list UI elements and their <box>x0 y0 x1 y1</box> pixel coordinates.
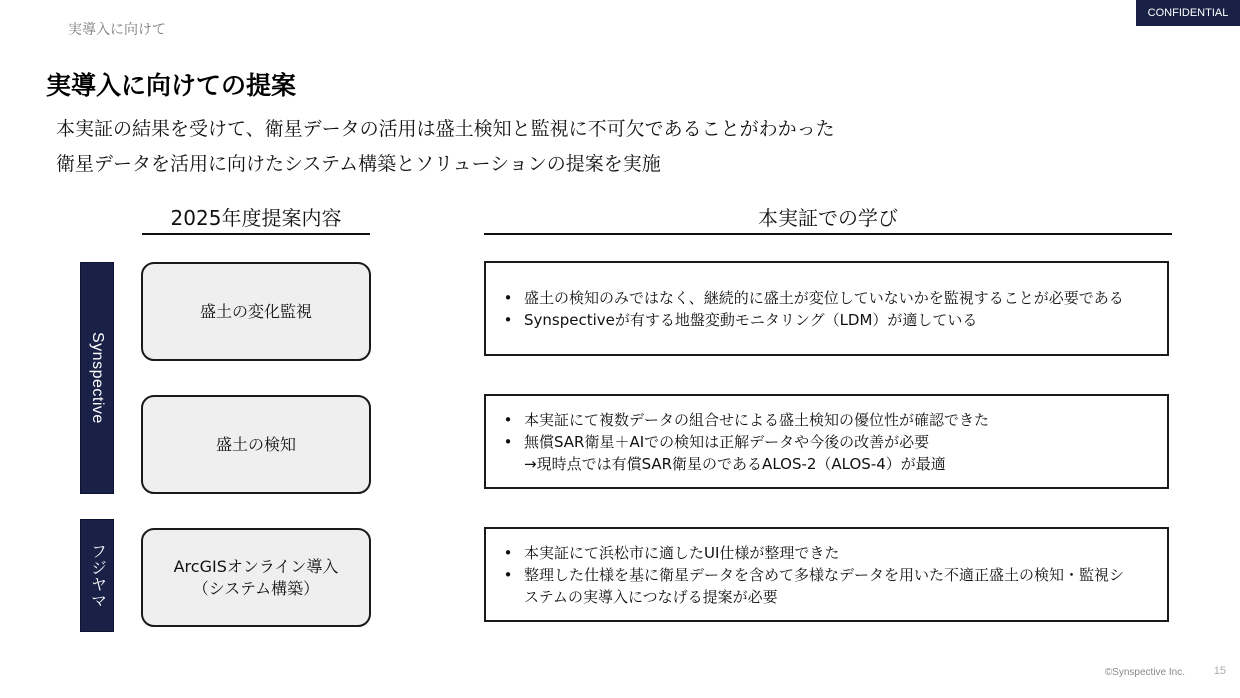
bullet: • <box>503 310 513 329</box>
group-label-synspective-text: Synspective <box>89 332 106 424</box>
learning-item-continuation <box>492 453 1159 475</box>
page-number: 15 <box>1213 665 1226 677</box>
bullet <box>492 453 524 475</box>
group-label-synspective <box>80 262 114 494</box>
learning-item <box>492 287 1159 309</box>
learning-text: ステムの実導入につなげる提案が必要 <box>524 587 778 606</box>
learning-box-detection <box>484 394 1169 489</box>
learning-item <box>492 409 1159 431</box>
bullet: • <box>503 432 513 451</box>
lead-line-1: 本実証の結果を受けて、衛星データの活用は盛土検知と監視に不可欠であることがわかった <box>56 118 835 140</box>
bullet: • <box>503 410 513 429</box>
proposal-label: 盛土の変化監視 <box>199 301 312 321</box>
breadcrumb: 実導入に向けて <box>68 22 166 38</box>
proposal-sublabel: （システム構築） <box>192 578 320 598</box>
learning-text: 盛土の検知のみではなく、継続的に盛土が変位していないかを監視することが必要である <box>524 288 1124 307</box>
learning-item <box>492 564 1159 586</box>
proposal-arcgis <box>141 528 371 627</box>
bullet: • <box>503 543 513 562</box>
learning-text: →現時点では有償SAR衛星のであるALOS-2（ALOS-4）が最適 <box>524 454 946 473</box>
lead-line-2: 衛星データを活用に向けたシステム構築とソリューションの提案を実施 <box>56 153 661 175</box>
learning-item <box>492 542 1159 564</box>
copyright: ©Synspective Inc. <box>1104 667 1185 678</box>
group-label-fujiyama <box>80 519 114 632</box>
proposal-label: 盛土の検知 <box>215 434 296 454</box>
learning-text: 本実証にて浜松市に適したUI仕様が整理できた <box>524 543 840 562</box>
proposal-label: ArcGISオンライン導入 <box>173 556 339 576</box>
learning-text: 本実証にて複数データの組合せによる盛土検知の優位性が確認できた <box>524 410 990 429</box>
learning-item <box>492 309 1159 331</box>
learning-text: 無償SAR衛星＋AIでの検知は正解データや今後の改善が必要 <box>524 432 930 451</box>
group-label-fujiyama-text: フジヤマ <box>88 542 106 609</box>
confidential-badge: CONFIDENTIAL <box>1136 0 1240 26</box>
bullet <box>492 586 524 608</box>
page-title: 実導入に向けての提案 <box>46 71 297 100</box>
learning-text: Synspectiveが有する地盤変動モニタリング（LDM）が適している <box>524 310 978 329</box>
proposal-detection <box>141 395 371 494</box>
bullet: • <box>503 288 513 307</box>
column-header-learnings: 本実証での学び <box>484 202 1172 235</box>
column-header-proposals: 2025年度提案内容 <box>142 202 370 235</box>
bullet: • <box>503 565 513 584</box>
proposal-change-monitoring <box>141 262 371 361</box>
learning-item <box>492 431 1159 453</box>
learning-box-arcgis <box>484 527 1169 622</box>
learning-item-continuation <box>492 586 1159 608</box>
learning-text: 整理した仕様を基に衛星データを含めて多様なデータを用いた不適正盛土の検知・監視シ <box>524 565 1125 584</box>
learning-box-monitoring <box>484 261 1169 356</box>
